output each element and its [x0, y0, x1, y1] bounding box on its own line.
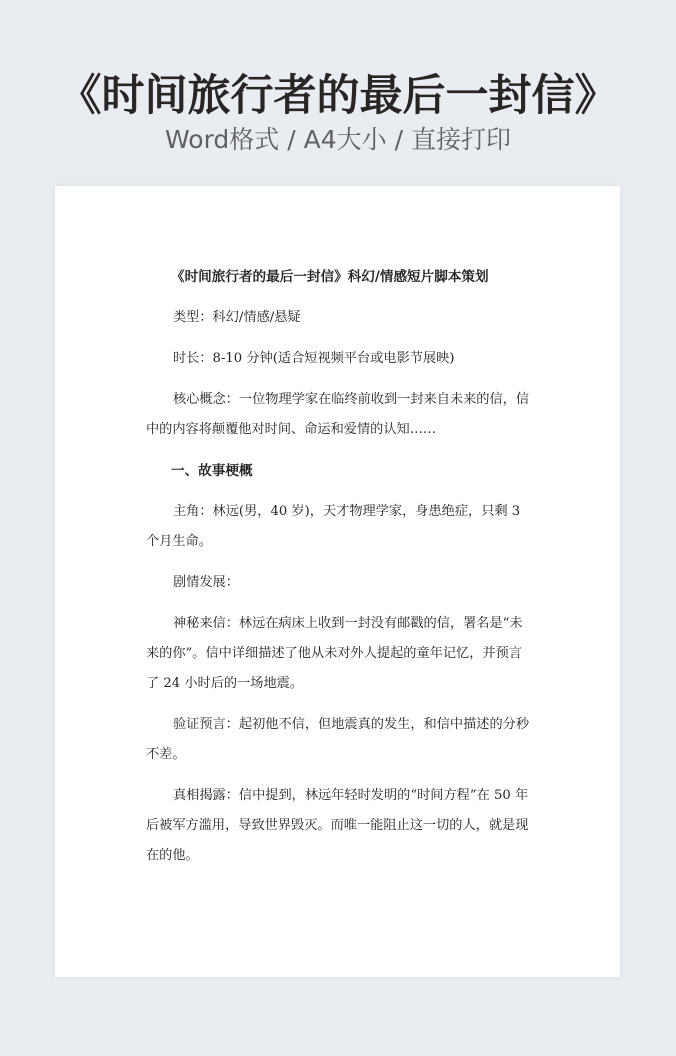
- section-heading: 一、故事梗概: [171, 463, 253, 479]
- protagonist-paragraph: 主角：林远(男，40 岁)，天才物理学家，身患绝症，只剩 3 个月生命。: [146, 504, 521, 549]
- plot-item-letter: 神秘来信：林远在病床上收到一封没有邮戳的信，署名是“未来的你”。信中详细描述了他从未对外人提起的童年记忆，并预言了 24 小时后的一场地震。: [146, 616, 523, 691]
- banner-header: [0, 0, 676, 185]
- duration-line: 时长：8-10 分钟(适合短视频平台或电影节展映): [173, 351, 455, 366]
- document-body: [146, 262, 530, 871]
- core-concept-paragraph: 核心概念：一位物理学家在临终前收到一封来自未来的信，信中的内容将颠覆他对时间、命运和爱情的认知……: [146, 392, 530, 437]
- document-page: [55, 186, 620, 977]
- page-subtitle: Word格式 / A4大小 / 直接打印: [165, 125, 511, 154]
- page-title: 《时间旅行者的最后一封信》: [58, 71, 618, 121]
- plot-label: 剧情发展：: [173, 575, 239, 590]
- document-title: 《时间旅行者的最后一封信》科幻/情感短片脚本策划: [171, 269, 489, 285]
- plot-item-verify: 验证预言：起初他不信，但地震真的发生，和信中描述的分秒不差。: [146, 717, 530, 762]
- genre-line: 类型：科幻/情感/悬疑: [173, 310, 301, 325]
- plot-item-reveal: 真相揭露：信中提到，林远年轻时发明的“时间方程”在 50 年后被军方滥用，导致世界毁灭。而唯一能阻止这一切的人，就是现在的他。: [146, 788, 529, 863]
